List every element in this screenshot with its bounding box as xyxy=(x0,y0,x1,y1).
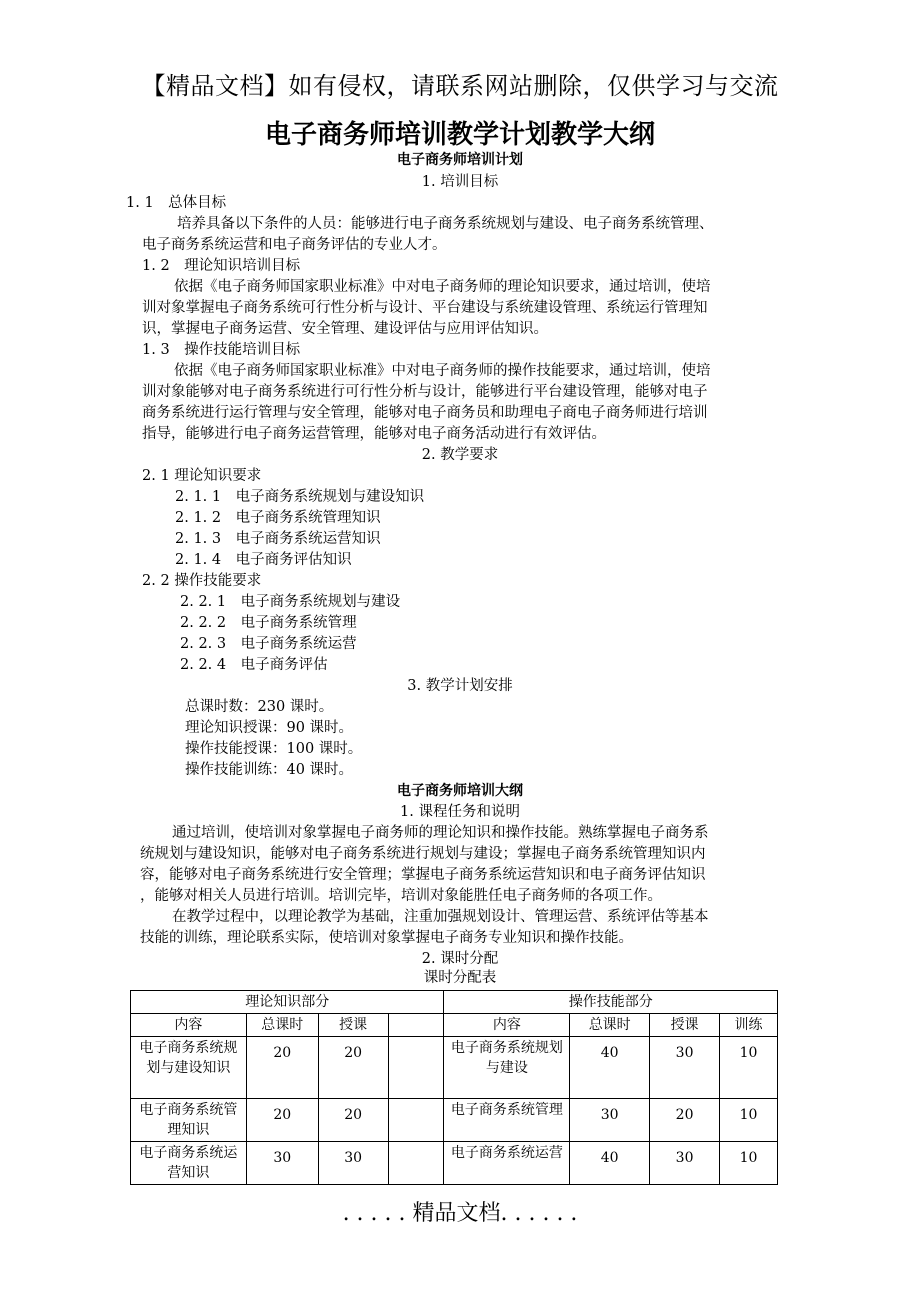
table-header-cell: 授课 xyxy=(318,1014,388,1037)
table-cell: 10 xyxy=(720,1099,778,1142)
plan-paragraph-line: 依据《电子商务师国家职业标准》中对电子商务师的操作技能要求，通过培训，使培 xyxy=(174,363,711,379)
list-item: 2. 2. 1 电子商务系统规划与建设 xyxy=(180,594,401,610)
table-cell xyxy=(388,1099,444,1142)
list-item: 2. 2. 4 电子商务评估 xyxy=(180,657,328,673)
plan-section-3-title: 3. 教学计划安排 xyxy=(407,678,513,694)
plan-paragraph-line: 依据《电子商务师国家职业标准》中对电子商务师的理论知识要求，通过培训，使培 xyxy=(174,279,711,295)
table-header-cell: 总课时 xyxy=(246,1014,318,1037)
table-cell: 电子商务系统管理知识 xyxy=(131,1099,247,1142)
table-header-cell: 内容 xyxy=(131,1014,247,1037)
table-cell: 10 xyxy=(720,1142,778,1185)
table-row xyxy=(131,1099,778,1142)
outline-section-1-title: 1. 课程任务和说明 xyxy=(400,804,520,820)
table-cell: 40 xyxy=(570,1037,650,1099)
table-cell xyxy=(388,1142,444,1185)
table-cell: 电子商务系统管理 xyxy=(444,1099,570,1142)
outline-heading: 电子商务师培训大纲 xyxy=(397,783,523,799)
table-group-header: 操作技能部分 xyxy=(444,991,778,1014)
top-banner: 【精品文档】如有侵权，请联系网站删除，仅供学习与交流 xyxy=(141,72,779,100)
footer-watermark: . . . . . 精品文档. . . . . . xyxy=(342,1201,578,1226)
plan-section-1-3-title: 1. 3 操作技能培训目标 xyxy=(142,342,301,358)
table-group-header-row xyxy=(131,991,778,1014)
list-item: 总课时数：230 课时。 xyxy=(185,699,334,715)
outline-paragraph-line: 容，能够对电子商务系统进行安全管理；掌握电子商务系统运营知识和电子商务评估知识 xyxy=(140,867,706,883)
plan-section-1-2-title: 1. 2 理论知识培训目标 xyxy=(142,258,301,274)
plan-heading: 电子商务师培训计划 xyxy=(397,152,523,168)
outline-paragraph-line: 统规划与建设知识，能够对电子商务系统进行规划与建设；掌握电子商务系统管理知识内 xyxy=(140,846,706,862)
list-item: 2. 1. 3 电子商务系统运营知识 xyxy=(175,531,381,547)
plan-paragraph-line: 指导，能够进行电子商务运营管理，能够对电子商务活动进行有效评估。 xyxy=(142,426,606,442)
list-item: 操作技能授课：100 课时。 xyxy=(185,741,363,757)
document-title: 电子商务师培训教学计划教学大纲 xyxy=(264,120,655,150)
plan-section-1-1-title: 1. 1 总体目标 xyxy=(126,195,227,211)
table-caption: 课时分配表 xyxy=(423,970,497,986)
table-group-header: 理论知识部分 xyxy=(131,991,444,1014)
table-row xyxy=(131,1037,778,1099)
table-header-cell: 授课 xyxy=(650,1014,720,1037)
table-cell: 30 xyxy=(246,1142,318,1185)
table-cell: 40 xyxy=(570,1142,650,1185)
table-row xyxy=(131,1142,778,1185)
table-cell: 30 xyxy=(570,1099,650,1142)
table-header-cell: 总课时 xyxy=(570,1014,650,1037)
table-cell: 30 xyxy=(650,1037,720,1099)
table-header-row xyxy=(131,1014,778,1037)
outline-section-2-title: 2. 课时分配 xyxy=(421,951,499,967)
list-item: 2. 2. 2 电子商务系统管理 xyxy=(180,615,357,631)
plan-section-2-2-title: 2. 2 操作技能要求 xyxy=(142,573,262,589)
list-item: 2. 2. 3 电子商务系统运营 xyxy=(180,636,357,652)
table-cell: 30 xyxy=(318,1142,388,1185)
outline-paragraph-line: 通过培训，使培训对象掌握电子商务师的理论知识和操作技能。熟练掌握电子商务系 xyxy=(172,825,709,841)
outline-paragraph-line: 技能的训练，理论联系实际，使培训对象掌握电子商务专业知识和操作技能。 xyxy=(140,930,633,946)
table-cell: 电子商务系统运营知识 xyxy=(131,1142,247,1185)
list-item: 2. 1. 2 电子商务系统管理知识 xyxy=(175,510,381,526)
table-cell: 10 xyxy=(720,1037,778,1099)
hours-allocation-table xyxy=(130,990,778,1185)
table-cell: 电子商务系统规划与建设知识 xyxy=(131,1037,247,1099)
table-cell: 20 xyxy=(650,1099,720,1142)
outline-paragraph-line: 在教学过程中，以理论教学为基础，注重加强规划设计、管理运营、系统评估等基本 xyxy=(172,909,709,925)
list-item: 操作技能训练：40 课时。 xyxy=(185,762,354,778)
table-cell: 电子商务系统规划与建设 xyxy=(444,1037,570,1099)
table-header-cell xyxy=(388,1014,444,1037)
table-cell: 20 xyxy=(318,1099,388,1142)
table-header-cell: 内容 xyxy=(444,1014,570,1037)
plan-section-2-1-title: 2. 1 理论知识要求 xyxy=(142,468,262,484)
table-header-cell: 训练 xyxy=(720,1014,778,1037)
plan-paragraph-line: 商务系统进行运行管理与安全管理，能够对电子商务员和助理电子商电子商务师进行培训 xyxy=(142,405,708,421)
table-cell: 20 xyxy=(318,1037,388,1099)
table-cell: 电子商务系统运营 xyxy=(444,1142,570,1185)
list-item: 2. 1. 1 电子商务系统规划与建设知识 xyxy=(175,489,425,505)
plan-paragraph-line: 电子商务系统运营和电子商务评估的专业人才。 xyxy=(142,237,447,253)
outline-paragraph-line: ，能够对相关人员进行培训。培训完毕，培训对象能胜任电子商务师的各项工作。 xyxy=(140,888,662,904)
plan-paragraph-line: 训对象能够对电子商务系统进行可行性分析与设计，能够进行平台建设管理，能够对电子 xyxy=(142,384,708,400)
plan-section-1-title: 1. 培训目标 xyxy=(421,174,499,190)
table-cell: 20 xyxy=(246,1099,318,1142)
plan-paragraph-line: 训对象掌握电子商务系统可行性分析与设计、平台建设与系统建设管理、系统运行管理知 xyxy=(142,300,708,316)
table-cell: 20 xyxy=(246,1037,318,1099)
list-item: 2. 1. 4 电子商务评估知识 xyxy=(175,552,352,568)
table-cell: 30 xyxy=(650,1142,720,1185)
list-item: 理论知识授课：90 课时。 xyxy=(185,720,354,736)
plan-paragraph-line: 识，掌握电子商务运营、安全管理、建设评估与应用评估知识。 xyxy=(142,321,548,337)
plan-paragraph-line: 培养具备以下条件的人员：能够进行电子商务系统规划与建设、电子商务系统管理、 xyxy=(177,216,714,232)
plan-section-2-title: 2. 教学要求 xyxy=(421,447,499,463)
table-cell xyxy=(388,1037,444,1099)
